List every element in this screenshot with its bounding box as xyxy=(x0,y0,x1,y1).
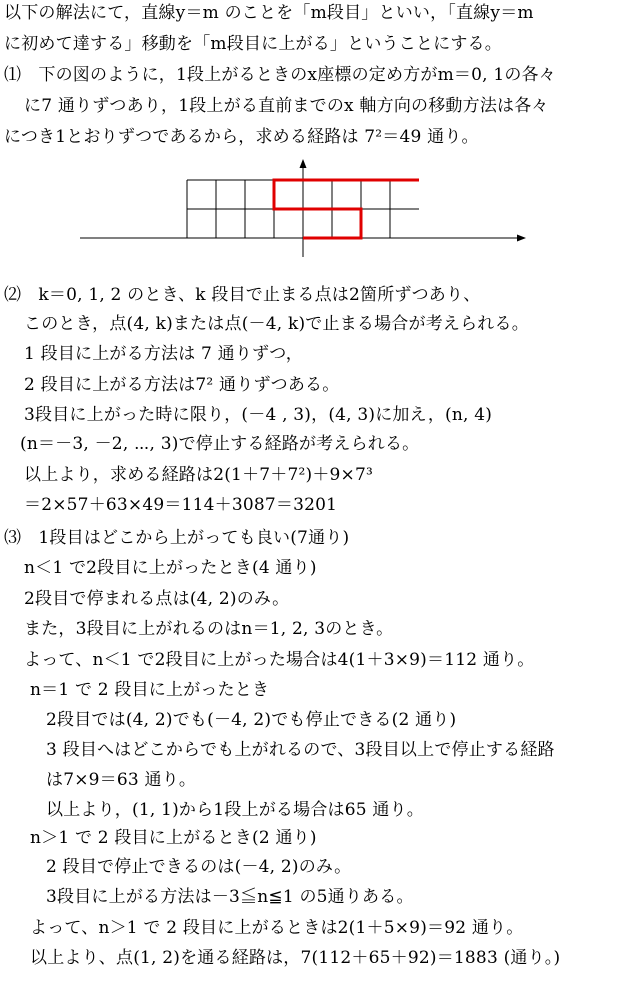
text-line: 3段目に上がる方法は－3≦n≦1 の5通りある。 xyxy=(46,887,414,907)
y-axis-arrow-icon xyxy=(300,159,307,168)
text-line: n＜1 で2段目に上がったとき(4 通り) xyxy=(24,558,317,578)
text-line: このとき，点(4, k)または点(－4, k)で止まる場合が考えられる。 xyxy=(24,314,529,334)
text-line: ⑴ 下の図のように，1段上がるときのx座標の定め方がm＝0, 1の各々 xyxy=(4,65,556,85)
text-line: 2段目では(4, 2)でも(－4, 2)でも停止できる(2 通り) xyxy=(46,710,457,730)
text-line: は7×9＝63 通り。 xyxy=(46,770,197,790)
text-line: また，3段目に上がれるのはn＝1, 2, 3のとき。 xyxy=(24,619,394,639)
text-line: 以上より，(1, 1)から1段上がる場合は65 通り。 xyxy=(46,800,424,820)
text-line: につき1とおりずつであるから，求める経路は 7²＝49 通り。 xyxy=(4,127,479,147)
text-line: 2 段目で停止できるのは(－4, 2)のみ。 xyxy=(46,857,352,877)
text-line: に7 通りずつあり，1段上がる直前までのx 軸方向の移動方法は各々 xyxy=(24,96,549,116)
x-axis-arrow-icon xyxy=(517,235,526,242)
text-line: 3 段目へはどこからでも上がれるので、3段目以上で停止する経路 xyxy=(46,740,555,760)
text-line: よって、n＜1 で2段目に上がった場合は4(1＋3×9)＝112 通り。 xyxy=(24,650,535,670)
text-line: 以上より、点(1, 2)を通る経路は，7(112＋65＋92)＝1883 (通り。) xyxy=(30,948,561,968)
text-line: n＝1 で 2 段目に上がったとき xyxy=(30,680,270,700)
text-line: よって、n＞1 で 2 段目に上がるときは2(1＋5×9)＝92 通り。 xyxy=(30,918,524,938)
text-line: 1 段目に上がる方法は 7 通りずつ， xyxy=(24,344,303,364)
text-line: (n＝－3, －2, ⋯, 3)で停止する経路が考えられる。 xyxy=(20,434,420,454)
text-line: n＞1 で 2 段目に上がるとき(2 通り) xyxy=(30,828,317,848)
text-line: ⑵ k＝0, 1, 2 のとき、k 段目で止まる点は2箇所ずつあり、 xyxy=(4,285,481,305)
text-line: 以上より，求める経路は2(1＋7＋7²)＋9×7³ xyxy=(24,465,374,485)
text-line: 2 段目に上がる方法は7² 通りずつある。 xyxy=(24,375,340,395)
text-line: 3段目に上がった時に限り，(－4 , 3)，(4, 3)に加え，(n, 4) xyxy=(24,405,493,425)
lattice-path-diagram xyxy=(80,157,532,257)
text-line: 以下の解法にて，直線y＝m のことを「m段目」といい，「直線y＝m xyxy=(4,3,534,23)
text-line: ⑶ 1段目はどこから上がっても良い(7通り) xyxy=(4,528,350,548)
text-line: に初めて達する」移動を「m段目に上がる」ということにする。 xyxy=(4,34,502,54)
text-line: 2段目で停まれる点は(4, 2)のみ。 xyxy=(24,589,290,609)
text-line: ＝2×57＋63×49＝114＋3087＝3201 xyxy=(24,495,338,515)
